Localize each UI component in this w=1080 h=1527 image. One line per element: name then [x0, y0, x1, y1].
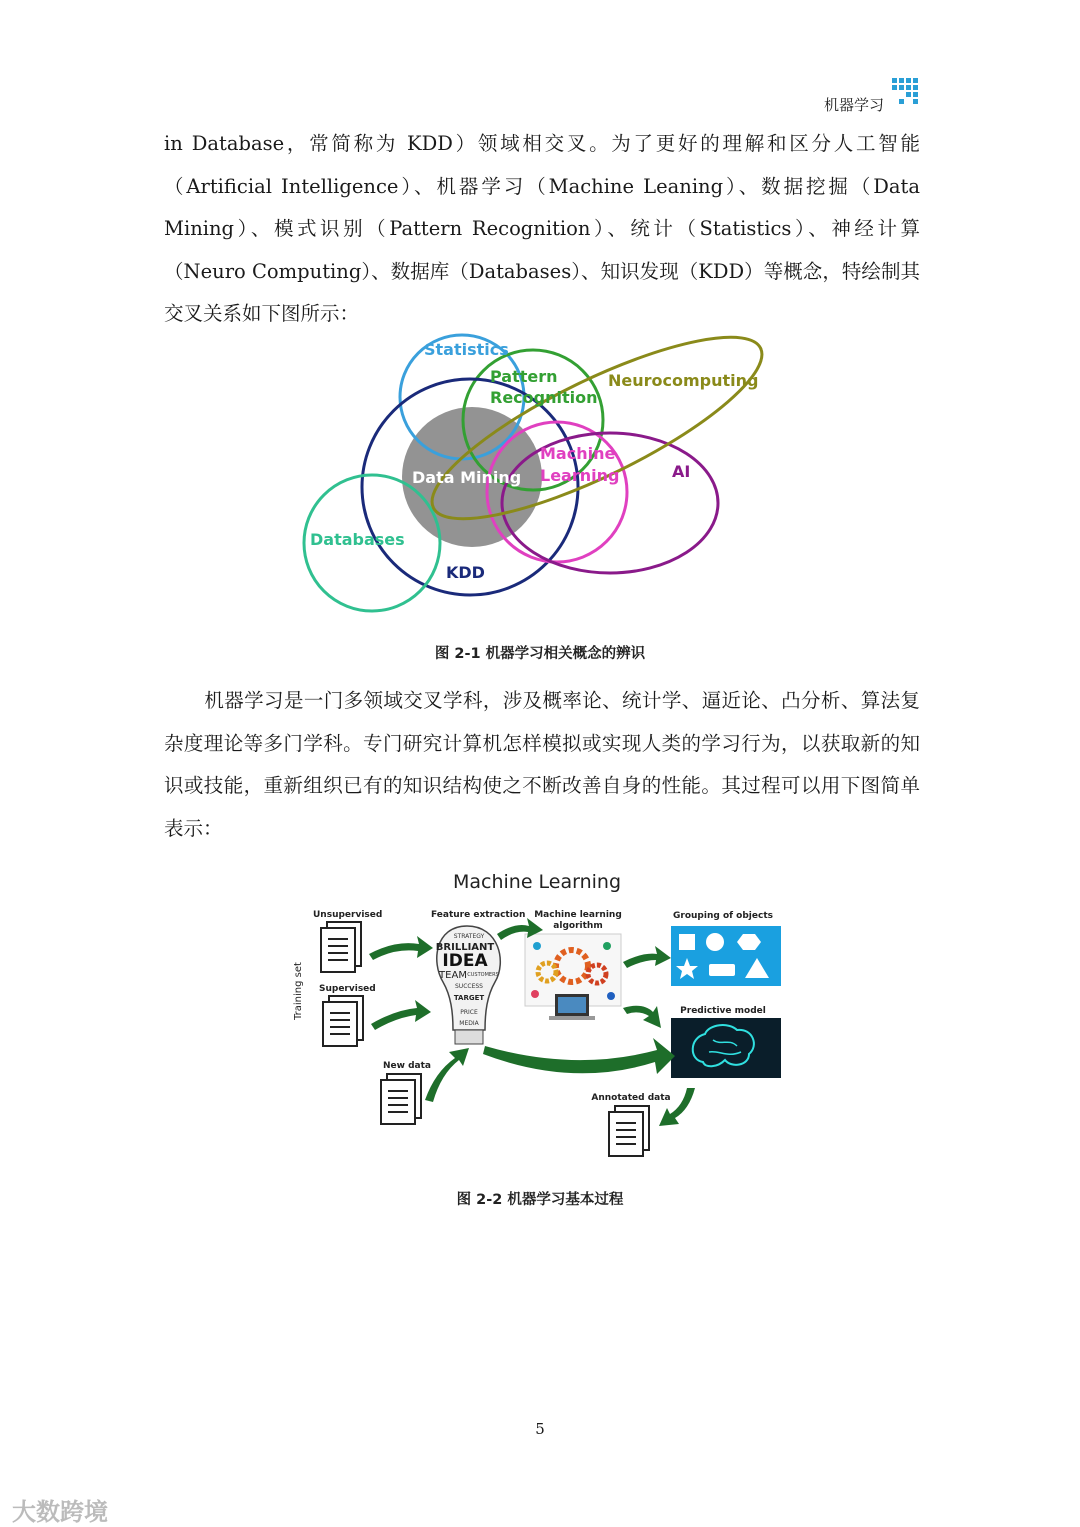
- square-dots-logo-icon: [892, 78, 920, 108]
- label-databases: Databases: [310, 530, 405, 549]
- gears-laptop-icon: [525, 934, 621, 1020]
- shapes-icon: [671, 926, 781, 986]
- label-recognition: Recognition: [490, 388, 598, 407]
- label-ai: AI: [672, 462, 691, 481]
- bulb-word-success: SUCCESS: [455, 983, 483, 990]
- label-kdd: KDD: [446, 563, 485, 582]
- body-paragraph-1: in Database，常简称为 KDD）领域相交叉。为了更好的理解和区分人工智能（Artificial Intelligence）、机器学习（Machine Leaning）、数据挖掘（Data Mining）、模式识别（Pattern Recognition）、统计（Statistics）、神经计算（Neuro Computing）、数据库（Databases）、知识发现（KDD）等概念，特绘制其交叉关系如下图所示：: [164, 132, 920, 325]
- brain-icon: [671, 1018, 781, 1078]
- annotated-document-icon: [609, 1106, 649, 1156]
- bulb-word-media: MEDIA: [459, 1020, 479, 1027]
- label-feature-extraction: Feature extraction: [431, 910, 526, 920]
- bulb-word-team: TEAM: [439, 970, 467, 981]
- lightbulb-word-cloud-icon: [436, 926, 501, 1044]
- bulb-word-brilliant: BRILLIANT: [435, 942, 495, 953]
- figure-2-caption: 图 2-2 机器学习基本过程: [456, 1192, 624, 1208]
- figure-1-caption: 图 2-1 机器学习相关概念的辨识: [434, 646, 646, 662]
- supervised-document-icon: [323, 996, 363, 1046]
- running-header-title: 机器学习: [823, 96, 884, 114]
- watermark-text: 大数跨境: [12, 1498, 108, 1526]
- label-grouping: Grouping of objects: [673, 911, 773, 921]
- label-learning: Learning: [540, 466, 620, 485]
- bulb-word-strategy: STRATEGY: [453, 933, 485, 940]
- ml-process-figure: [285, 862, 795, 1172]
- new-data-document-icon: [381, 1074, 421, 1124]
- label-neurocomputing: Neurocomputing: [608, 371, 759, 390]
- bulb-word-idea: IDEA: [442, 951, 488, 971]
- body-paragraph-2-text: 机器学习是一门多领域交叉学科，涉及概率论、统计学、逼近论、凸分析、算法复杂度理论等多门学科。专门研究计算机怎样模拟或实现人类的学习行为，以获取新的知识或技能，重新组织已有的知识结构使之不断改善自身的性能。其过程可以用下图简单表示：: [164, 689, 920, 840]
- label-machine: Machine: [540, 444, 616, 463]
- label-pattern: Pattern: [490, 367, 558, 386]
- label-annotated: Annotated data: [591, 1093, 671, 1103]
- label-statistics: Statistics: [424, 340, 509, 359]
- label-unsupervised: Unsupervised: [313, 910, 383, 920]
- label-ml-algorithm-2: algorithm: [553, 921, 603, 931]
- label-new-data: New data: [383, 1061, 431, 1071]
- concept-venn-diagram: [290, 305, 790, 625]
- body-paragraph-2: [164, 680, 920, 850]
- label-predictive: Predictive model: [680, 1006, 766, 1016]
- bulb-word-target: TARGET: [453, 994, 485, 1002]
- page-number: 5: [535, 1420, 545, 1438]
- label-supervised: Supervised: [319, 984, 376, 994]
- label-ml-algorithm-1: Machine learning: [534, 910, 622, 920]
- label-training-set: Training set: [293, 962, 304, 1020]
- bulb-word-customers: CUSTOMERS: [467, 972, 499, 978]
- bulb-word-price: PRICE: [460, 1009, 478, 1016]
- unsupervised-document-icon: [321, 922, 361, 972]
- figure-2-title: Machine Learning: [452, 871, 622, 893]
- label-data-mining: Data Mining: [412, 468, 522, 487]
